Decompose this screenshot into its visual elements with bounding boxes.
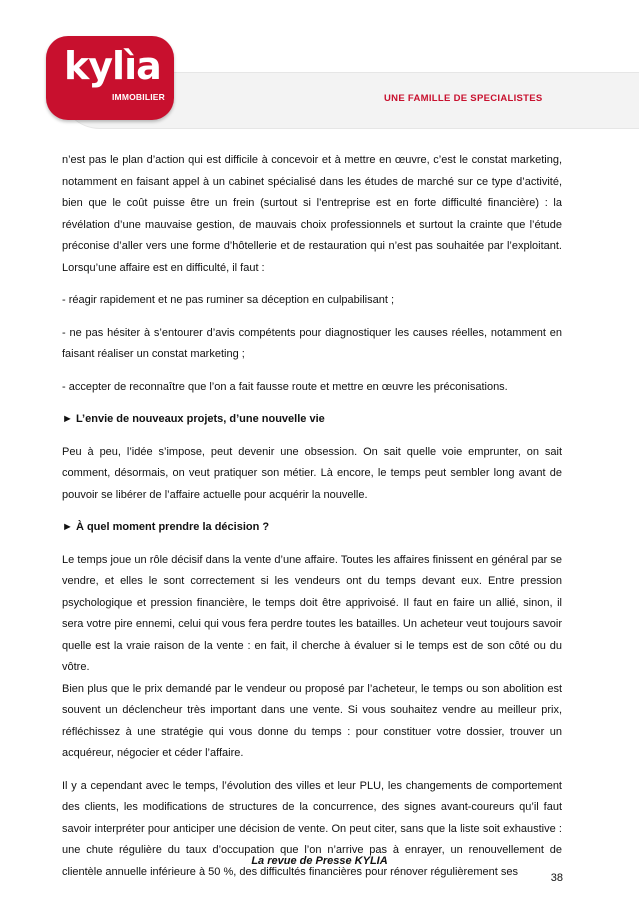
page-header	[0, 0, 639, 132]
page-number: 38	[550, 872, 563, 884]
paragraph-intro: n’est pas le plan d’action qui est difficile à concevoir et à mettre en œuvre, c’est le constat marketing, notamment en faisant appel à un cabinet spécialisé dans les études de marché sur ce type d’activité, bien que le coût puisse être un frein (surtout si l’entreprise est en forte difficulté financière) : la révélation d’une mauvaise gestion, de mauvais choix professionnels et surtout la crainte que l’étude préconise d’aller vers une forme d’hôtellerie et de restauration qui n’est pas souhaitée par l’exploitant. Lorsqu’une affaire est en difficulté, il faut :	[62, 154, 562, 274]
kylia-logo	[46, 36, 174, 120]
logo-wordmark: kylìa	[64, 44, 161, 88]
logo-subtext: IMMOBILIER	[112, 92, 165, 102]
paragraph: Bien plus que le prix demandé par le vendeur ou proposé par l’acheteur, le temps ou son abolition est souvent un déclencheur très important dans une vente. Si vous souhaitez vendre au meilleur prix, réfléchissez à une stratégie qui vous donne du temps : pour constituer votre dossier, trouver un acquéreur, négocier et céder l’affaire.	[62, 682, 562, 759]
list-item: - accepter de reconnaître que l’on a fait fausse route et mettre en œuvre les préconisations.	[62, 380, 508, 393]
document-body	[62, 150, 562, 894]
footer-title: La revue de Presse KYLIA	[251, 855, 388, 867]
section-heading: ► L’envie de nouveaux projets, d’une nouvelle vie	[62, 413, 325, 425]
list-item: - ne pas hésiter à s’entourer d’avis compétents pour diagnostiquer les causes réelles, notamment en faisant réaliser un constat marketing ;	[62, 326, 562, 360]
list-item: - réagir rapidement et ne pas ruminer sa déception en culpabilisant ;	[62, 294, 395, 306]
paragraph: Il y a cependant avec le temps, l’évolution des villes et leur PLU, les changements de comportement des clients, les modifications de structures de la concurrence, des signes avant-coureurs qu’il faut savoir interpréter pour anticiper une décision de vente. On peut citer, sans que la liste soit exhaustive : une chute régulière du taux d’occupation que l’on n’arrive pas à enrayer, un renouvellement de clientèle annuelle inférieure à 50 %, des difficultés financières pour rénover régulièrement ses	[62, 779, 562, 878]
section-heading: ► À quel moment prendre la décision ?	[62, 521, 270, 533]
paragraph: Peu à peu, l’idée s’impose, peut devenir une obsession. On sait quelle voie emprunter, on sait comment, désormais, on veut pratiquer son métier. Là encore, le temps peut sembler long avant de pouvoir se libérer de l’affaire actuelle pour acquérir la nouvelle.	[62, 445, 562, 501]
header-tagline: UNE FAMILLE DE SPECIALISTES	[384, 93, 543, 104]
paragraph: Le temps joue un rôle décisif dans la vente d’une affaire. Toutes les affaires finissent en général par se vendre, et elles le sont correctement si les vendeurs ont du temps devant eux. Entre pression psychologique et pression financière, le temps doit être apprivoisé. Il faut en faire un allié, sinon, il sera votre pire ennemi, celui qui vous fera perdre toutes les batailles. Un acheteur veut toujours savoir quelle est la vraie raison de la vente : en fait, il cherche à évaluer si le temps est de son côté ou du vôtre.	[62, 553, 562, 673]
